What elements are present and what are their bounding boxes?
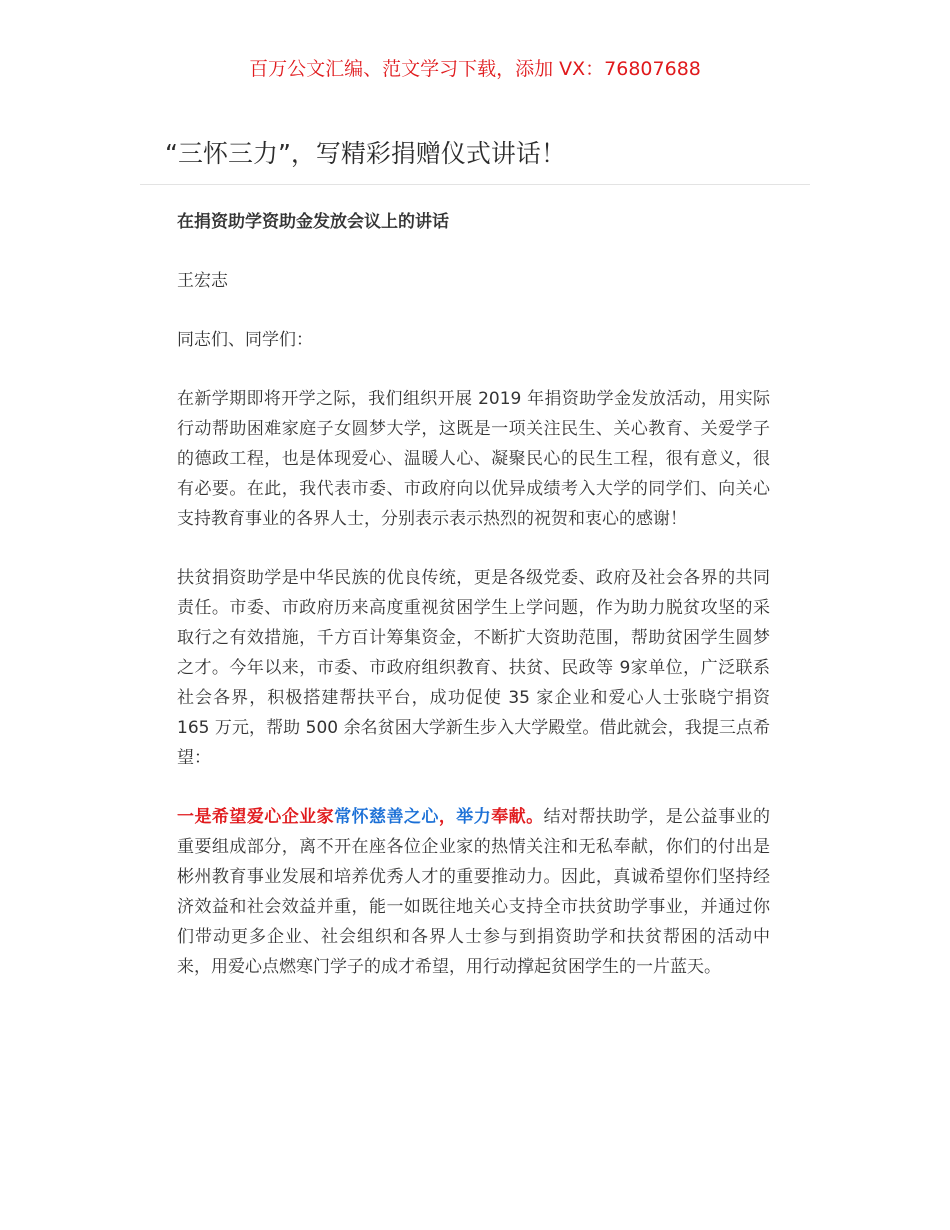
paragraph-2: 扶贫捐资助学是中华民族的优良传统，更是各级党委、政府及社会各界的共同责任。市委、市政府历来高度重视贫困学生上学问题，作为助力脱贫攻坚的采取行之有效措施，千方百计筹集资金，不断扩大资助范围，帮助贫困学生圆梦之才。今年以来，市委、市政府组织教育、扶贫、民政等 9家单位，广泛联系社会各界，积极搭建帮扶平台，成功促使 35 家企业和爱心人士张晓宁捐资 165 万元，帮助 500 余名贫困大学新生步入大学殿堂。借此就会，我提三点希望： (177, 568, 770, 768)
author-name: 王宏志 (177, 271, 228, 291)
highlight-lead-blue-1: 常怀慈善之心 (334, 807, 439, 827)
title-divider (140, 184, 810, 185)
paragraph-3 (177, 802, 770, 982)
article-body (177, 207, 770, 1011)
paragraph-3-body: 结对帮扶助学，是公益事业的重要组成部分，离不开在座各位企业家的热情关注和无私奉献，你们的付出是彬州教育事业发展和培养优秀人才的重要推动力。因此，真诚希望你们坚持经济效益和社会效益并重，能一如既往地关心支持全市扶贫助学事业，并通过你们带动更多企业、社会组织和各界人士参与到捐资助学和扶贫帮困的活动中来，用爱心点燃寒门学子的成才希望，用行动撑起贫困学生的一片蓝天。 (177, 807, 771, 977)
header-banner: 百万公文汇编、范文学习下载，添加 VX：76807688 (249, 58, 701, 80)
highlight-lead-red-3: 奉献。 (491, 807, 544, 827)
highlight-lead-red-2: ， (438, 807, 457, 827)
highlight-lead-red-1: 一是希望爱心企业家 (177, 807, 335, 827)
article-title: “三怀三力”，写精彩捐赠仪式讲话！ (165, 139, 566, 168)
greeting: 同志们、同学们： (177, 330, 313, 350)
paragraph-1: 在新学期即将开学之际，我们组织开展 2019 年捐资助学金发放活动，用实际行动帮助困难家庭子女圆梦大学，这既是一项关注民生、关心教育、关爱学子的德政工程，也是体现爱心、温暖人心、凝聚民心的民生工程，很有意义，很有必要。在此，我代表市委、市政府向以优异成绩考入大学的同学们、向关心支持教育事业的各界人士，分别表示表示热烈的祝贺和衷心的感谢！ (177, 389, 770, 529)
highlight-lead-blue-2: 举力 (456, 807, 492, 827)
speech-title: 在捐资助学资助金发放会议上的讲话 (177, 212, 449, 232)
